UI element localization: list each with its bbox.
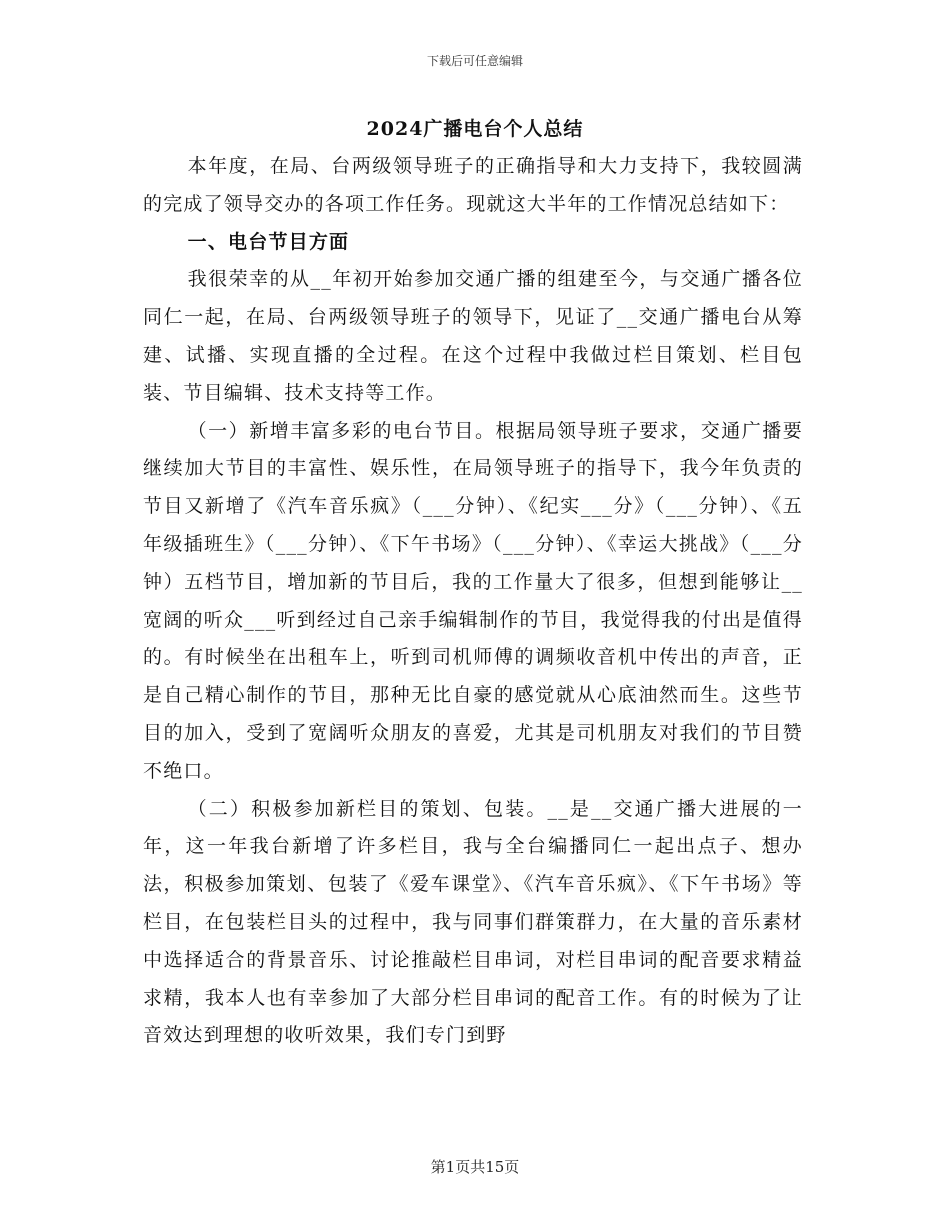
body-paragraph: 我很荣幸的从__年初开始参加交通广播的组建至今，与交通广播各位同仁一起，在局、台两级领导班子的领导下，见证了__交通广播电台从筹建、试播、实现直播的全过程。在这个过程中我做过栏目策划、栏目包装、节目编辑、技术支持等工作。 xyxy=(143,268,803,404)
body-paragraph: （二）积极参加新栏目的策划、包装。__是__交通广播大进展的一年，这一年我台新增了许多栏目，我与全台编播同仁一起出点子、想办法，积极参加策划、包装了《爱车课堂》、《汽车音乐疯》、《下午书场》等栏目，在包装栏目头的过程中，我与同事们群策群力，在大量的音乐素材中选择适合的背景音乐、讨论推敲栏目串词，对栏目串词的配音要求精益求精，我本人也有幸参加了大部分栏目串词的配音工作。有的时候为了让音效达到理想的收听效果，我们专门到野 xyxy=(143,797,803,1047)
section-heading: 一、电台节目方面 xyxy=(187,230,350,253)
body-paragraph: （一）新增丰富多彩的电台节目。根据局领导班子要求，交通广播要继续加大节目的丰富性、娱乐性，在局领导班子的指导下，我今年负责的节目又新增了《汽车音乐疯》（___分钟）、《纪实___分》（___分钟）、《五年级插班生》（___分钟）、《下午书场》（___分钟）、《幸运大挑战》（___分钟）五档节目，增加新的节目后，我的工作量大了很多，但想到能够让__宽阔的听众___听到经过自己亲手编辑制作的节目，我觉得我的付出是值得的。有时候坐在出租车上，听到司机师傅的调频收音机中传出的声音，正是自己精心制作的节目，那种无比自豪的感觉就从心底油然而生。这些节目的加入，受到了宽阔听众朋友的喜爱，尤其是司机朋友对我们的节目赞不绝口。 xyxy=(143,419,803,782)
document-body xyxy=(143,148,803,1055)
document-title: 2024广播电台个人总结 xyxy=(366,118,584,140)
intro-paragraph: 本年度，在局、台两级领导班子的正确指导和大力支持下，我较圆满的完成了领导交办的各项工作任务。现就这大半年的工作情况总结如下： xyxy=(143,155,803,215)
page-header-note: 下载后可任意编辑 xyxy=(426,54,523,68)
page-footer-number: 第1页共15页 xyxy=(430,1158,520,1176)
